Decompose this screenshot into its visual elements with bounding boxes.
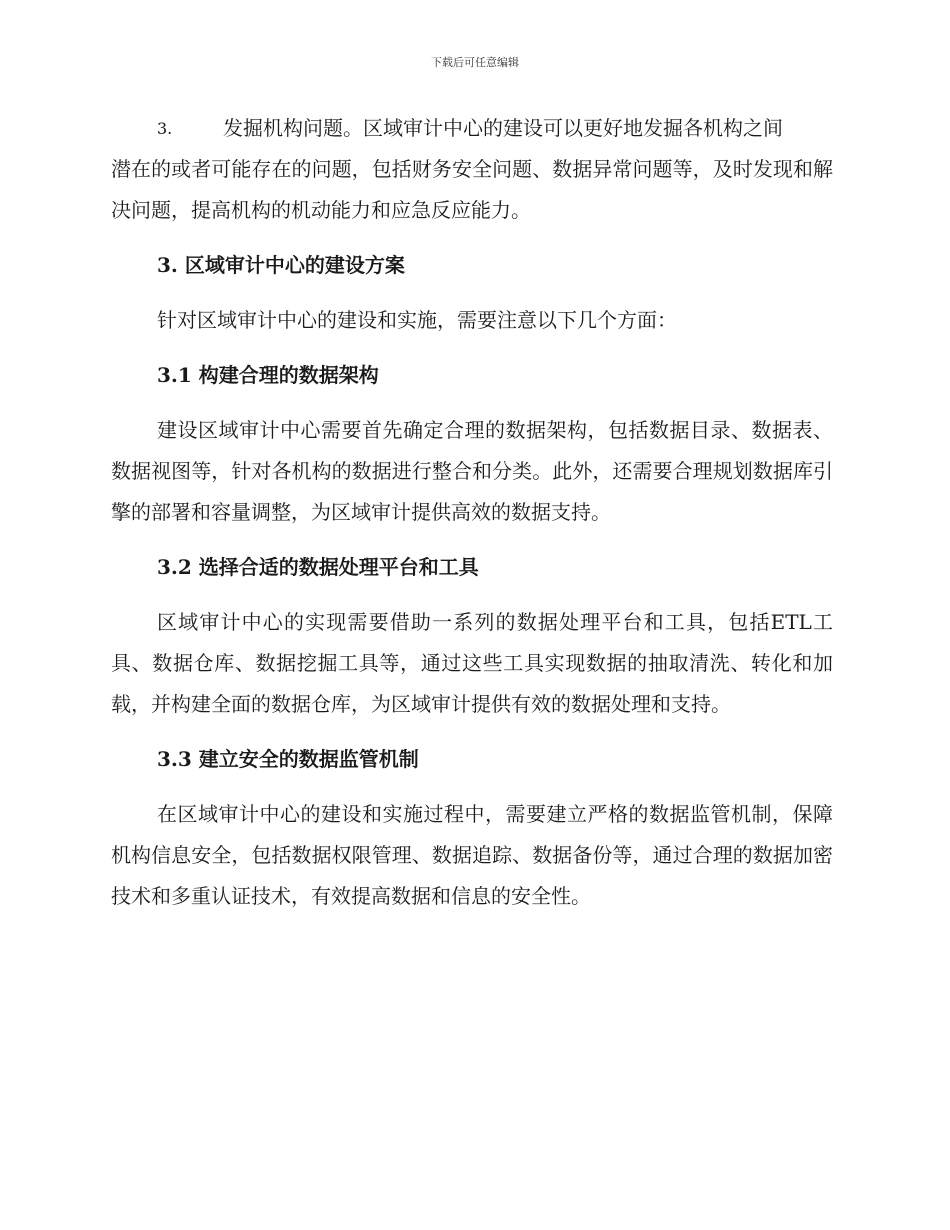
section-heading-3-1: 3.1 构建合理的数据架构	[157, 363, 379, 387]
list-item-continuation: 潜在的或者可能存在的问题，包括财务安全问题、数据异常问题等，及时发现和解决问题，提高机构的机动能力和应急反应能力。	[111, 157, 833, 222]
section-heading-3-3: 3.3 建立安全的数据监管机制	[157, 747, 419, 771]
list-item-text: 发掘机构问题。区域审计中心的建设可以更好地发掘各机构之间	[223, 116, 783, 140]
section-heading-3-2: 3.2 选择合适的数据处理平台和工具	[157, 555, 479, 579]
list-item-3-first-line	[111, 108, 833, 149]
section-3-2-paragraph: 区域审计中心的实现需要借助一系列的数据处理平台和工具，包括ETL工具、数据仓库、数据挖掘工具等，通过这些工具实现数据的抽取清洗、转化和加载，并构建全面的数据仓库，为区域审计提供有效的数据处理和支持。	[111, 610, 833, 716]
section-heading-3: 3. 区域审计中心的建设方案	[157, 253, 405, 277]
section-3-3-paragraph: 在区域审计中心的建设和实施过程中，需要建立严格的数据监管机制，保障机构信息安全，包括数据权限管理、数据追踪、数据备份等，通过合理的数据加密技术和多重认证技术，有效提高数据和信息的安全性。	[111, 802, 833, 908]
section-3-intro: 针对区域审计中心的建设和实施，需要注意以下几个方面：	[157, 308, 677, 332]
page-header-note: 下载后可任意编辑	[431, 56, 519, 69]
list-item-3	[111, 108, 833, 231]
list-item-number: 3.	[157, 119, 173, 138]
section-3-1-paragraph: 建设区域审计中心需要首先确定合理的数据架构，包括数据目录、数据表、数据视图等，针对各机构的数据进行整合和分类。此外，还需要合理规划数据库引擎的部署和容量调整，为区域审计提供高效的数据支持。	[111, 418, 833, 524]
document-body	[111, 108, 833, 917]
